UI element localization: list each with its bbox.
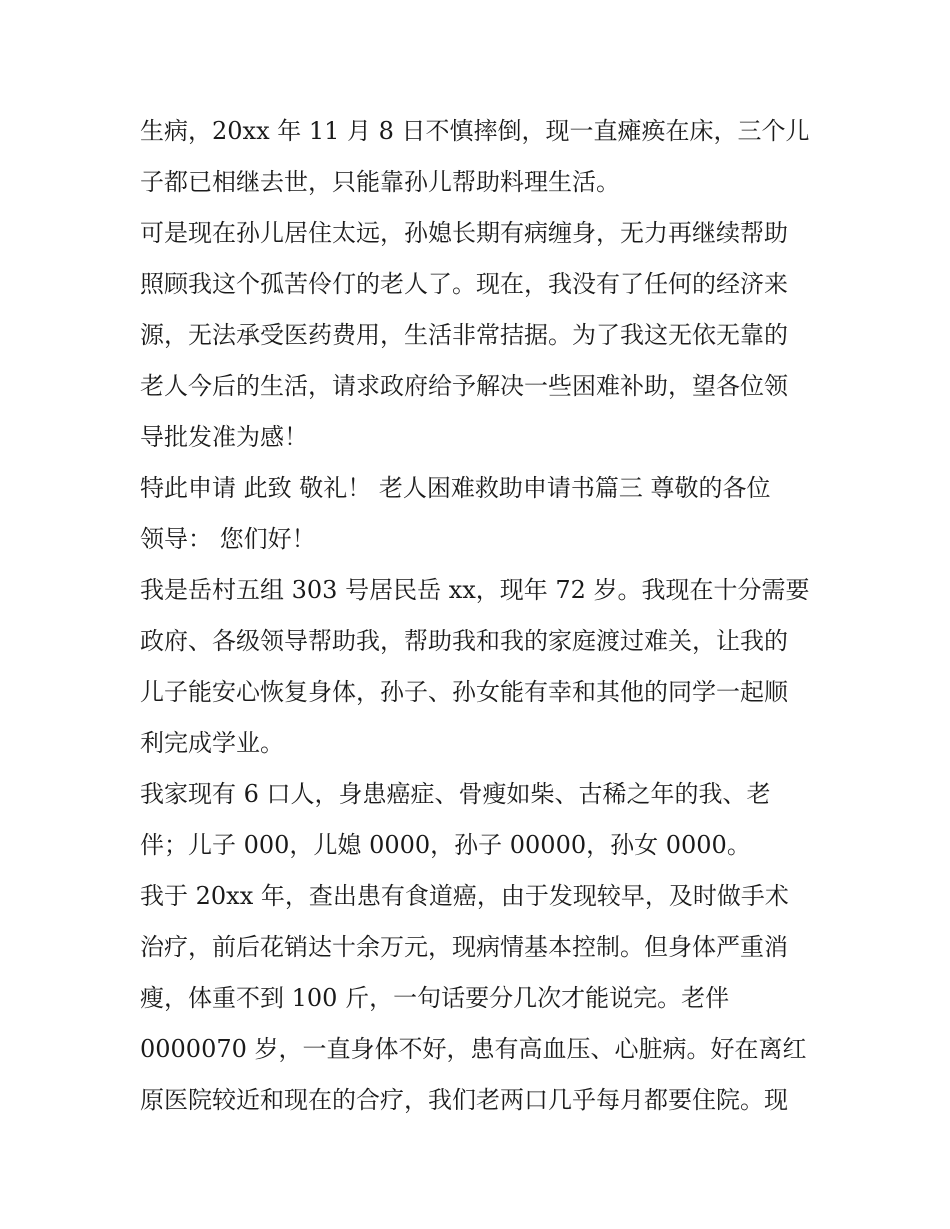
text-line: 利完成学业。 [140,729,284,757]
text-line: 我家现有 6 口人，身患癌症、骨瘦如柴、古稀之年的我、老 [140,780,771,808]
text-line: 治疗，前后花销达十余万元，现病情基本控制。但身体严重消 [140,933,788,961]
text-line: 伴；儿子 000，儿媳 0000，孙子 00000，孙女 0000。 [140,831,751,859]
text-line: 源，无法承受医药费用，生活非常拮据。为了我这无依无靠的 [140,321,788,349]
text-line: 瘦，体重不到 100 斤，一句话要分几次才能说完。老伴 [140,984,730,1012]
text-line: 导批发准为感！ [140,423,308,451]
text-line: 特此申请 此致 敬礼！ 老人困难救助申请书篇三 尊敬的各位 [140,474,771,502]
text-line: 老人今后的生活，请求政府给予解决一些困难补助，望各位领 [140,372,788,400]
text-line: 原医院较近和现在的合疗，我们老两口几乎每月都要住院。现 [140,1086,788,1114]
text-line: 儿子能安心恢复身体，孙子、孙女能有幸和其他的同学一起顺 [140,678,788,706]
text-line: 子都已相继去世，只能靠孙儿帮助料理生活。 [140,168,620,196]
text-line: 照顾我这个孤苦伶仃的老人了。现在，我没有了任何的经济来 [140,270,788,298]
text-line: 0000070 岁，一直身体不好，患有高血压、心脏病。好在离红 [140,1035,807,1063]
text-line: 可是现在孙儿居住太远，孙媳长期有病缠身，无力再继续帮助 [140,219,788,247]
document-body [140,106,820,1126]
text-line: 生病，20xx 年 11 月 8 日不慎摔倒，现一直瘫痪在床，三个儿 [140,117,810,145]
text-line: 领导： 您们好！ [140,525,316,553]
text-line: 我是岳村五组 303 号居民岳 xx，现年 72 岁。我现在十分需要 [140,576,810,604]
text-line: 政府、各级领导帮助我，帮助我和我的家庭渡过难关，让我的 [140,627,788,655]
text-line: 我于 20xx 年，查出患有食道癌，由于发现较早，及时做手术 [140,882,789,910]
